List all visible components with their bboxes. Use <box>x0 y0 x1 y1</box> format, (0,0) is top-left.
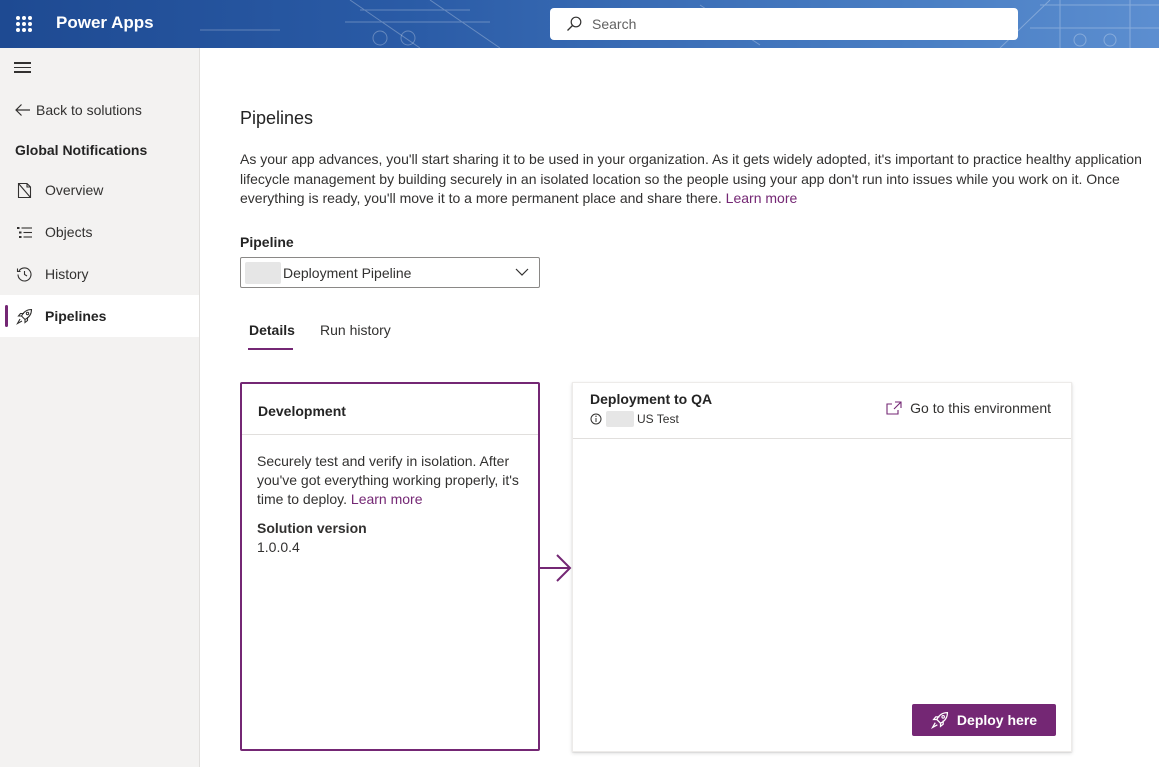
hamburger-menu-icon[interactable] <box>14 62 34 78</box>
search-placeholder: Search <box>592 16 637 32</box>
sidebar-item-history[interactable] <box>0 253 199 295</box>
qa-card-title: Deployment to QA <box>590 391 713 407</box>
qa-card-header <box>573 383 1071 439</box>
dev-card-title: Development <box>242 384 538 435</box>
pipeline-label: Pipeline <box>240 234 294 250</box>
deploy-here-button[interactable] <box>912 704 1056 736</box>
app-launcher-button[interactable] <box>0 0 48 48</box>
rocket-icon <box>931 711 949 729</box>
solution-version-value: 1.0.0.4 <box>257 539 300 555</box>
sidebar-item-label: History <box>45 266 89 282</box>
sidebar-item-label: Objects <box>45 224 93 240</box>
redacted-block <box>606 411 634 427</box>
history-icon <box>16 266 33 283</box>
chevron-down-icon <box>515 267 529 277</box>
tab-run-history[interactable]: Run history <box>320 322 391 338</box>
search-box[interactable] <box>550 8 1018 40</box>
qa-environment-name: US Test <box>637 412 679 426</box>
arrow-left-icon <box>14 103 32 117</box>
info-icon <box>590 413 602 425</box>
top-bar <box>0 0 1159 48</box>
solution-version-label: Solution version <box>257 520 367 536</box>
deploy-button-label: Deploy here <box>956 712 1038 728</box>
sidebar-item-overview[interactable] <box>0 169 199 211</box>
dev-card-body <box>242 435 538 557</box>
sidebar-item-label: Overview <box>45 182 104 198</box>
dev-card-text: Securely test and verify in isolation. After you've got everything working properly, it's time to deploy. <box>257 453 519 507</box>
redacted-block <box>245 262 281 284</box>
tab-details[interactable]: Details <box>249 322 295 338</box>
waffle-icon <box>16 16 32 32</box>
pipeline-selected-value: Deployment Pipeline <box>283 264 412 281</box>
page-description <box>240 150 1152 209</box>
back-label: Back to solutions <box>36 102 142 118</box>
qa-environment <box>590 411 679 427</box>
search-icon <box>566 16 582 32</box>
sidebar-item-objects[interactable] <box>0 211 199 253</box>
description-text: As your app advances, you'll start sharing it to be used in your organization. As it gets widely adopted, it's important to practice healthy application lifecycle management by building securely in an isolated location so the people using your app don't run into issues while you work on it. Once everything is ready, you'll move it to a more permanent place and share there. <box>240 151 1142 206</box>
overview-icon <box>16 182 33 199</box>
sidebar <box>0 48 200 767</box>
page-title: Pipelines <box>240 108 314 128</box>
solution-name: Global Notifications <box>15 142 148 158</box>
qa-stage-card <box>572 382 1072 752</box>
rocket-icon <box>16 308 33 325</box>
sidebar-item-pipelines[interactable] <box>0 295 199 337</box>
go-to-environment-link[interactable] <box>886 400 1051 416</box>
open-external-icon <box>886 401 902 415</box>
dev-card-description <box>257 452 522 509</box>
list-icon <box>16 224 33 241</box>
pipeline-dropdown[interactable] <box>240 257 540 288</box>
dev-learn-more-link[interactable]: Learn more <box>350 491 423 507</box>
go-to-environment-label: Go to this environment <box>910 400 1051 416</box>
development-stage-card <box>240 382 540 751</box>
back-to-solutions-link[interactable] <box>14 102 142 118</box>
learn-more-link[interactable]: Learn more <box>725 190 798 206</box>
app-name[interactable]: Power Apps <box>56 13 154 32</box>
arrow-right-icon <box>540 553 572 583</box>
tab-active-indicator <box>248 348 293 350</box>
sidebar-item-label: Pipelines <box>45 308 107 324</box>
